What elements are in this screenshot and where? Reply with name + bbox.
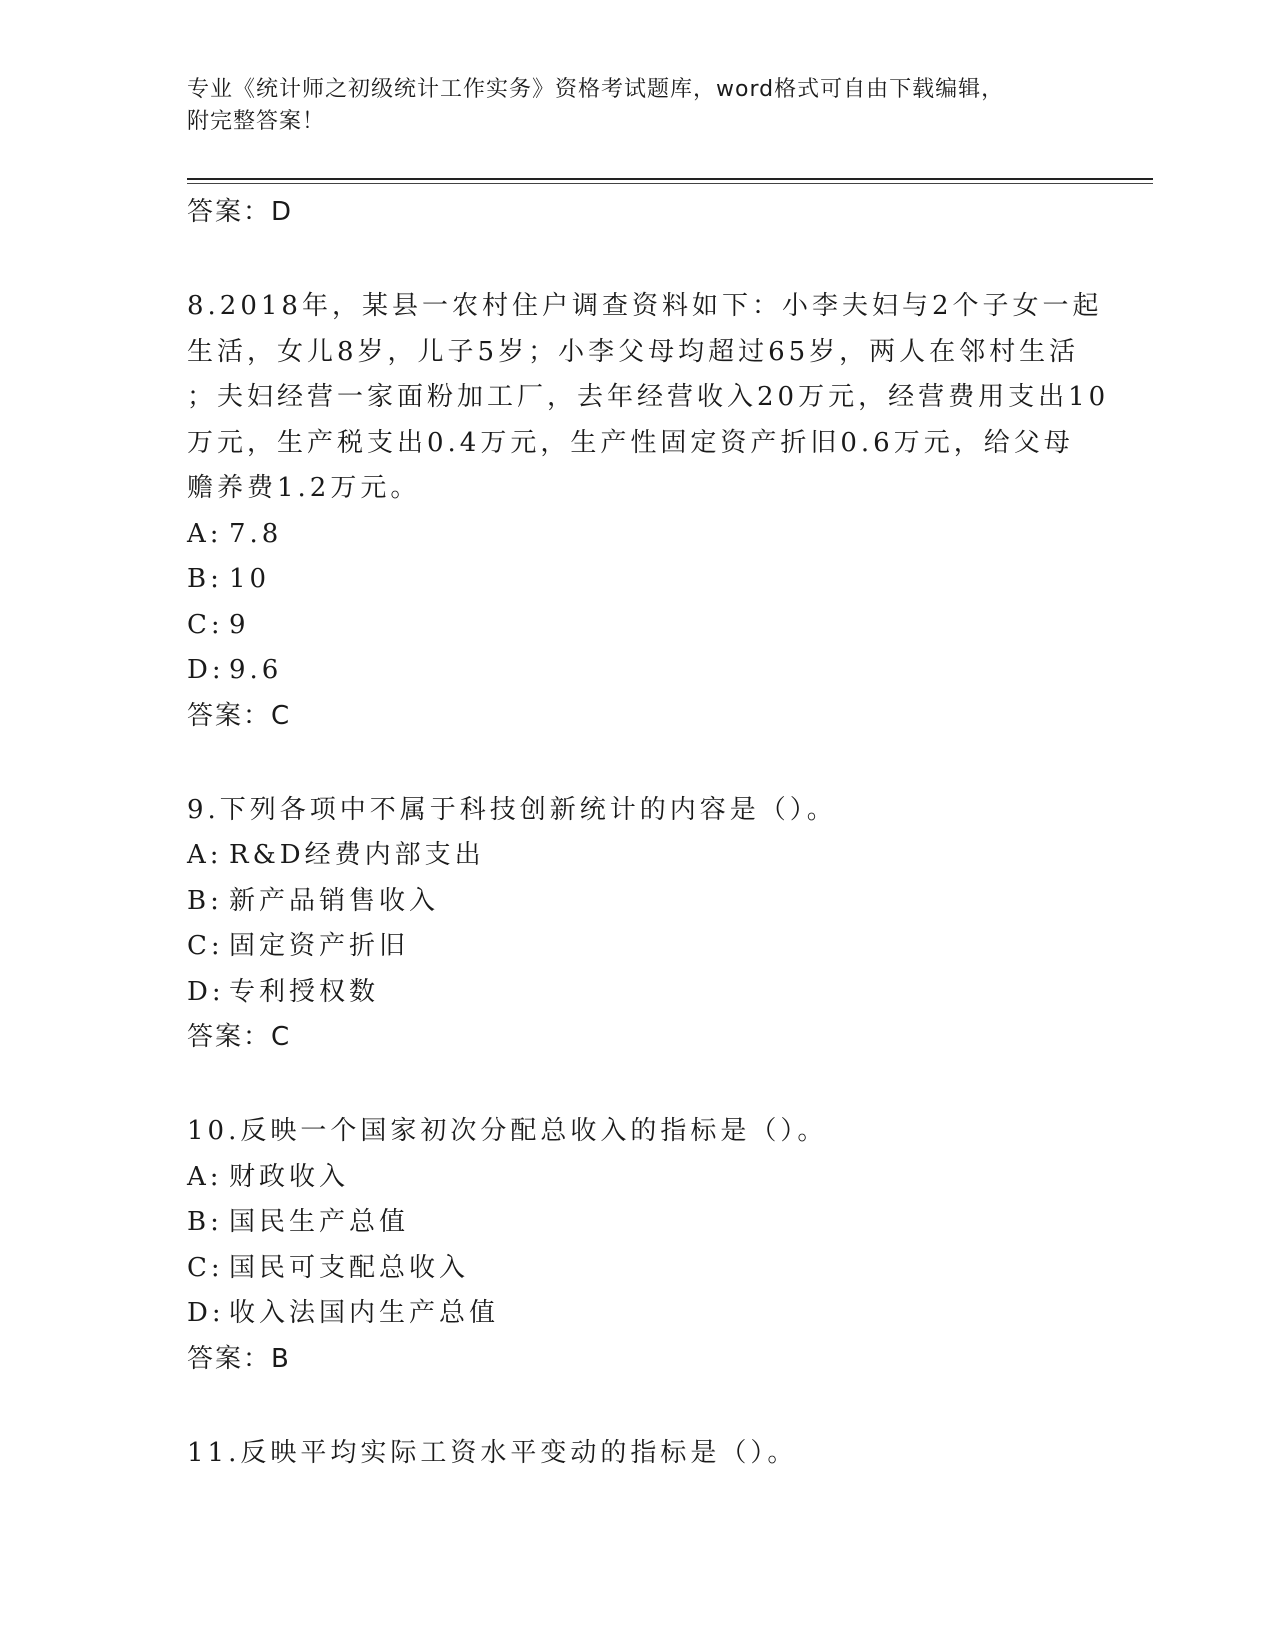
option-a — [187, 833, 1087, 879]
question-9 — [187, 788, 1087, 1060]
option-d — [187, 1291, 1087, 1337]
question-stem — [187, 1109, 1087, 1155]
stem-line: 9.下列各项中不属于科技创新统计的内容是（）。 — [187, 794, 837, 825]
option-text: 9 — [229, 609, 250, 640]
option-letter: D: — [187, 655, 225, 685]
option-text: 10 — [229, 564, 271, 594]
stem-line: 万元，生产税支出0.4万元，生产性固定资产折旧0.6万元，给父母 — [187, 427, 1074, 458]
option-text: 7.8 — [229, 518, 283, 549]
question-stem — [187, 284, 1110, 512]
option-b — [187, 557, 1087, 603]
answer-line: 答案：C — [187, 1022, 292, 1052]
option-d — [187, 648, 1087, 694]
option-b — [187, 879, 1087, 925]
option-letter: A: — [187, 840, 223, 870]
spacer — [187, 1381, 1087, 1431]
question-10 — [187, 1109, 1087, 1381]
question-8 — [187, 284, 1110, 738]
option-letter: D: — [187, 976, 225, 1007]
option-letter: A: — [187, 1161, 223, 1192]
stem-line: 11.反映平均实际工资水平变动的指标是（）。 — [187, 1437, 798, 1468]
question-stem — [187, 1431, 1087, 1477]
option-text: 新产品销售收入 — [229, 885, 440, 916]
option-c — [187, 1246, 1087, 1292]
answer-line: 答案：D — [187, 197, 294, 227]
stem-line: 8.2018年，某县一农村住户调查资料如下：小李夫妇与2个子女一起 — [187, 291, 1103, 321]
header-divider-thin — [187, 183, 1153, 184]
spacer — [187, 234, 1087, 284]
option-text: 收入法国内生产总值 — [229, 1298, 500, 1328]
stem-line: 赡养费1.2万元。 — [187, 473, 421, 503]
option-letter: B: — [187, 1207, 223, 1237]
header-line-1: 专业《统计师之初级统计工作实务》资格考试题库，word格式可自由下载编辑， — [187, 77, 1005, 102]
spacer — [187, 1059, 1087, 1109]
option-a — [187, 1155, 1087, 1201]
option-letter: B: — [187, 885, 223, 916]
option-text: R&D经费内部支出 — [229, 840, 485, 870]
header-line-2: 附完整答案！ — [187, 109, 326, 134]
question-list — [187, 190, 1110, 1476]
option-c — [187, 924, 1087, 970]
option-text: 固定资产折旧 — [229, 931, 410, 961]
option-b — [187, 1200, 1087, 1246]
option-a — [187, 512, 1087, 558]
option-letter: C: — [187, 1252, 224, 1283]
option-text: 财政收入 — [229, 1161, 350, 1192]
option-letter: A: — [187, 518, 223, 549]
stem-line: 10.反映一个国家初次分配总收入的指标是（）。 — [187, 1116, 828, 1146]
stem-line: 生活，女儿8岁，儿子5岁；小李父母均超过65岁，两人在邻村生活 — [187, 336, 1080, 367]
document-header — [187, 74, 1087, 138]
question-stem — [187, 788, 1087, 834]
option-text: 专利授权数 — [229, 976, 380, 1007]
option-text: 国民可支配总收入 — [229, 1252, 470, 1283]
question-11 — [187, 1431, 1087, 1477]
option-text: 国民生产总值 — [229, 1207, 410, 1237]
option-letter: C: — [187, 609, 224, 640]
option-letter: B: — [187, 564, 223, 594]
answer-line: 答案：B — [187, 1343, 291, 1374]
header-divider-thick — [187, 178, 1153, 180]
spacer — [187, 738, 1087, 788]
option-letter: C: — [187, 931, 224, 961]
answer-line: 答案：C — [187, 700, 292, 731]
option-text: 9.6 — [229, 655, 283, 685]
stem-line: ；夫妇经营一家面粉加工厂，去年经营收入20万元，经营费用支出10 — [187, 382, 1110, 412]
option-letter: D: — [187, 1298, 225, 1328]
option-d — [187, 970, 1087, 1016]
option-c — [187, 603, 1087, 649]
